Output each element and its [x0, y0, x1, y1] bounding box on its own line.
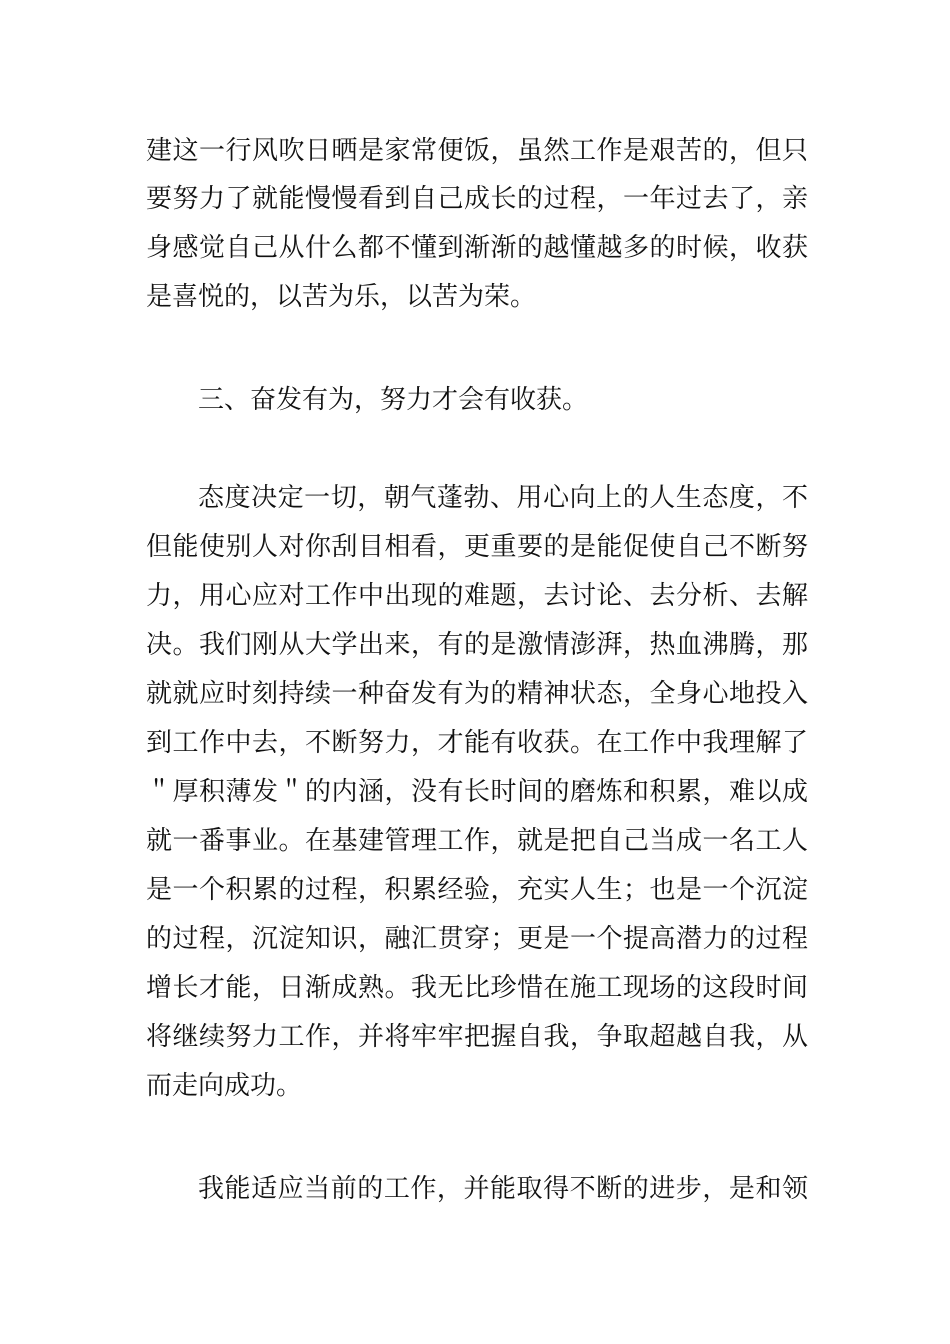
paragraph-1-line-2: 要努力了就能慢慢看到自己成长的过程，一年过去了，亲 [146, 184, 808, 214]
paragraph-3-line-13: 而走向成功。 [146, 1071, 303, 1101]
paragraph-1-line-4: 是喜悦的，以苦为乐，以苦为荣。 [146, 282, 537, 312]
paragraph-3-line-6: 到工作中去，不断努力，才能有收获。在工作中我理解了 [146, 728, 808, 758]
paragraph-3-line-9: 是一个积累的过程，积累经验，充实人生；也是一个沉淀 [146, 875, 808, 905]
paragraph-1-line-3: 身感觉自己从什么都不懂到渐渐的越懂越多的时候，收获 [146, 233, 808, 263]
paragraph-4-line-1: 我能适应当前的工作，并能取得不断的进步，是和领 [198, 1174, 808, 1204]
paragraph-3-line-12: 将继续努力工作，并将牢牢把握自我，争取超越自我，从 [146, 1022, 808, 1052]
paragraph-3-line-4: 决。我们刚从大学出来，有的是激情澎湃，热血沸腾，那 [146, 630, 808, 660]
paragraph-3-line-10: 的过程，沉淀知识，融汇贯穿；更是一个提高潜力的过程 [146, 924, 808, 954]
paragraph-1-line-1: 建这一行风吹日晒是家常便饭，虽然工作是艰苦的，但只 [146, 136, 808, 166]
section-heading-3: 三、奋发有为，努力才会有收获。 [198, 385, 589, 415]
paragraph-3-line-11: 增长才能，日渐成熟。我无比珍惜在施工现场的这段时间 [146, 973, 808, 1003]
paragraph-3-line-2: 但能使别人对你刮目相看，更重要的是能促使自己不断努 [146, 532, 808, 562]
paragraph-3-line-1: 态度决定一切，朝气蓬勃、用心向上的人生态度，不 [198, 483, 808, 513]
paragraph-3-line-3: 力，用心应对工作中出现的难题，去讨论、去分析、去解 [146, 581, 808, 611]
paragraph-3-line-8: 就一番事业。在基建管理工作，就是把自己当成一名工人 [146, 826, 808, 856]
paragraph-3-line-5: 就就应时刻持续一种奋发有为的精神状态，全身心地投入 [146, 679, 808, 709]
paragraph-3-line-7: ＂厚积薄发＂的内涵，没有长时间的磨炼和积累，难以成 [146, 777, 808, 807]
